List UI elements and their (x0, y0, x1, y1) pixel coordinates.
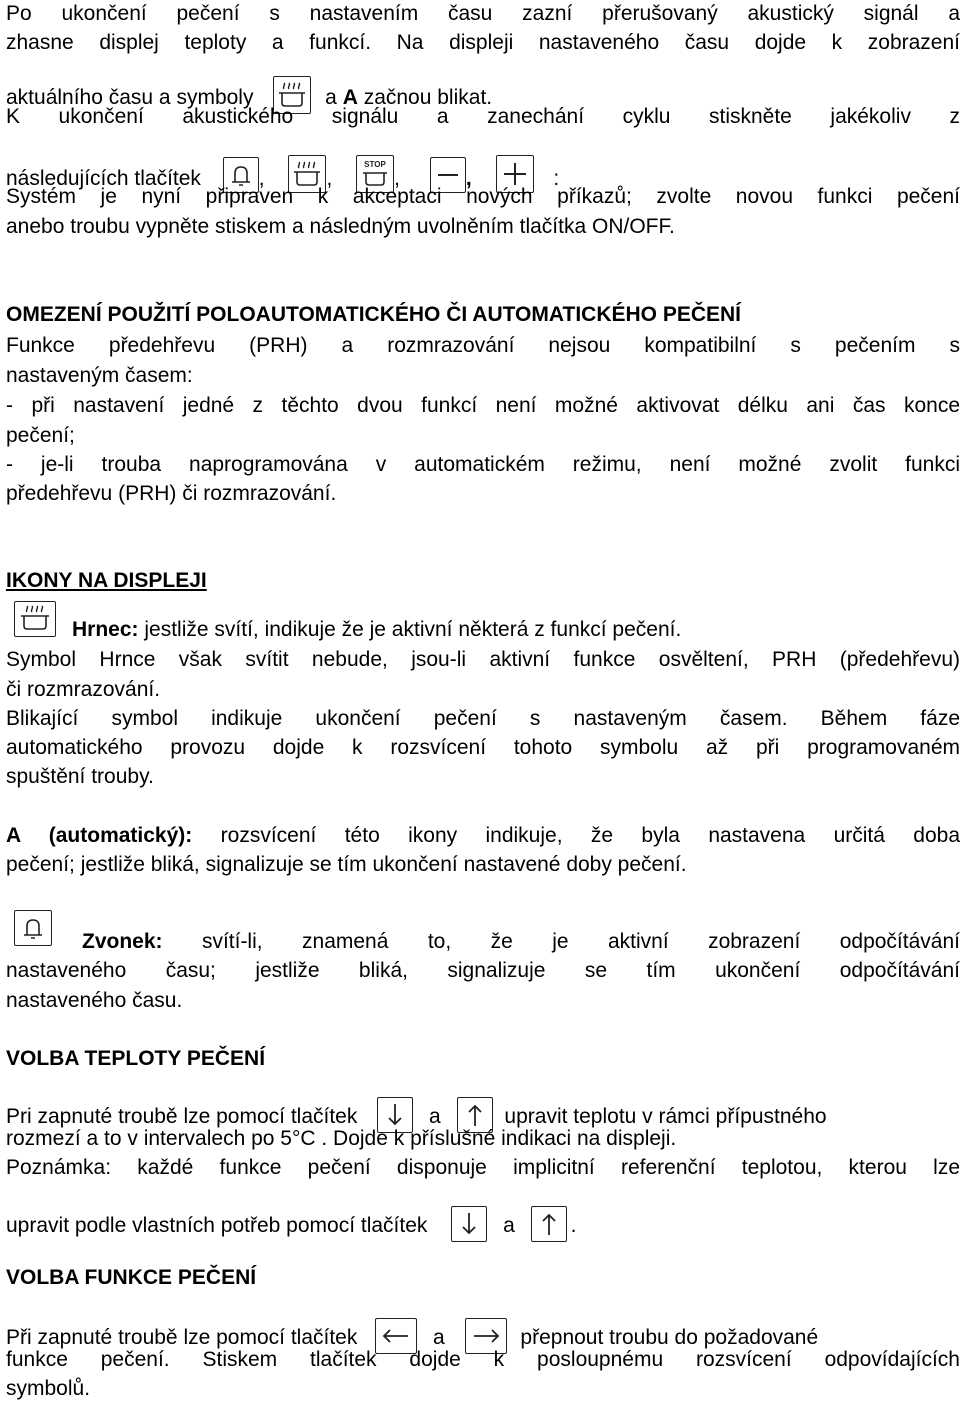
paragraph-line: Po ukončení pečení s nastavením času zazní přerušovaný akustický signál a (6, 2, 960, 25)
text-fragment: jestliže svítí, indikuje že je aktivní některá z funkcí pečení. (144, 618, 682, 641)
text-fragment: následujících tlačítek (6, 167, 201, 190)
paragraph-line: Symbol Hrnce však svítit nebude, jsou-li aktivní funkce osvěltení, PRH (předehřevu) (6, 648, 960, 671)
pot-icon (14, 601, 56, 637)
paragraph-line: Blikající symbol indikuje ukončení pečení s nastaveným časem. Během fáze (6, 707, 960, 730)
term-label: A (automatický): (6, 824, 193, 847)
paragraph-line: Poznámka: každé funkce pečení disponuje implicitní referenční teplotou, kterou lze (6, 1156, 960, 1179)
paragraph-line (6, 1318, 960, 1349)
paragraph-line: funkce pečení. Stiskem tlačítek dojde k posloupnému rozsvícení odpovídajících (6, 1348, 960, 1371)
text-fragment: . (570, 1214, 577, 1237)
paragraph-line (82, 929, 960, 954)
paragraph-line: automatického provozu dojde k rozsvícení tohoto symbolu až při programovaném (6, 736, 960, 759)
text-fragment: upravit podle vlastních potřeb pomocí tlačítek (6, 1214, 428, 1237)
arrow-up-icon[interactable] (531, 1206, 567, 1242)
paragraph-line: Systém je nyní připraven k akceptaci nových příkazů; zvolte novou funkci pečení (6, 185, 960, 208)
paragraph-line: či rozmrazování. (6, 678, 161, 701)
auto-symbol: A (342, 86, 358, 109)
paragraph-line: Funkce předehřevu (PRH) a rozmrazování nejsou kompatibilní s pečením s (6, 334, 960, 357)
paragraph-line: anebo troubu vypněte stiskem a následným uvolněním tlačítka ON/OFF. (6, 215, 675, 238)
paragraph-line (6, 155, 960, 190)
text-fragment: a (429, 1105, 441, 1128)
section-heading: IKONY NA DISPLEJI (6, 569, 207, 592)
text-fragment: a (503, 1214, 515, 1237)
separator: , (326, 167, 333, 190)
bell-icon (14, 910, 52, 946)
paragraph-line: nastaveného času. (6, 989, 183, 1012)
separator: , (394, 167, 400, 190)
list-item: pečení; (6, 424, 75, 447)
paragraph-line (6, 1097, 960, 1128)
text-fragment: rozsvícení této ikony indikuje, že byla nastavena určitá doba (220, 824, 960, 847)
list-item: - při nastavení jedné z těchto dvou funkcí není možné aktivovat délku ani čas konce (6, 394, 960, 417)
section-heading: VOLBA FUNKCE PEČENÍ (6, 1266, 257, 1289)
text-fragment: upravit teplotu v rámci přípustného (504, 1105, 827, 1128)
paragraph-line (6, 76, 960, 109)
text-fragment: aktuálního času a symboly (6, 86, 254, 109)
section-heading: OMEZENÍ POUŽITÍ POLOAUTOMATICKÉHO ČI AUTOMATICKÉHO PEČENÍ (6, 303, 742, 326)
stop-icon-label: STOP (364, 160, 386, 169)
paragraph-line: rozmezí a to v intervalech po 5°C . Dojde k příslušné indikaci na displeji. (6, 1127, 677, 1150)
text-fragment: Pri zapnuté troubě lze pomocí tlačítek (6, 1105, 358, 1128)
text-fragment: a (325, 86, 337, 109)
paragraph-line: nastaveným časem: (6, 364, 193, 387)
paragraph-line: K ukončení akustického signálu a zanechání cyklu stiskněte jakékoliv z (6, 105, 960, 128)
term-label: Zvonek: (82, 930, 163, 953)
paragraph-line: nastaveného času; jestliže bliká, signalizuje se tím ukončení odpočítávání (6, 959, 960, 982)
text-fragment: Při zapnuté troubě lze pomocí tlačítek (6, 1326, 358, 1349)
list-item: - je-li trouba naprogramována v automatickém režimu, není možné zvolit funkci (6, 453, 960, 476)
paragraph-line (6, 1206, 960, 1237)
separator: , (465, 167, 472, 190)
separator: , (258, 167, 265, 190)
text-fragment: začnou blikat. (363, 86, 493, 109)
paragraph-line (6, 823, 960, 848)
text-fragment: : (553, 167, 560, 190)
text-fragment: přepnout troubu do požadované (520, 1326, 819, 1349)
section-heading: VOLBA TEPLOTY PEČENÍ (6, 1047, 266, 1070)
paragraph-line: symbolů. (6, 1377, 91, 1400)
text-fragment: svítí-li, znamená to, že je aktivní zobrazení odpočítávání (201, 930, 960, 953)
arrow-down-icon[interactable] (451, 1206, 487, 1242)
text-fragment: a (433, 1326, 445, 1349)
paragraph-line: spuštění trouby. (6, 765, 154, 788)
term-label: Hrnec: (72, 618, 139, 641)
paragraph-line (72, 617, 952, 642)
paragraph-line: pečení; jestliže bliká, signalizuje se tím ukončení nastavené doby pečení. (6, 853, 687, 876)
list-item: předehřevu (PRH) či rozmrazování. (6, 482, 337, 505)
paragraph-line: zhasne displej teploty a funkcí. Na displeji nastaveného času dojde k zobrazení (6, 31, 960, 54)
